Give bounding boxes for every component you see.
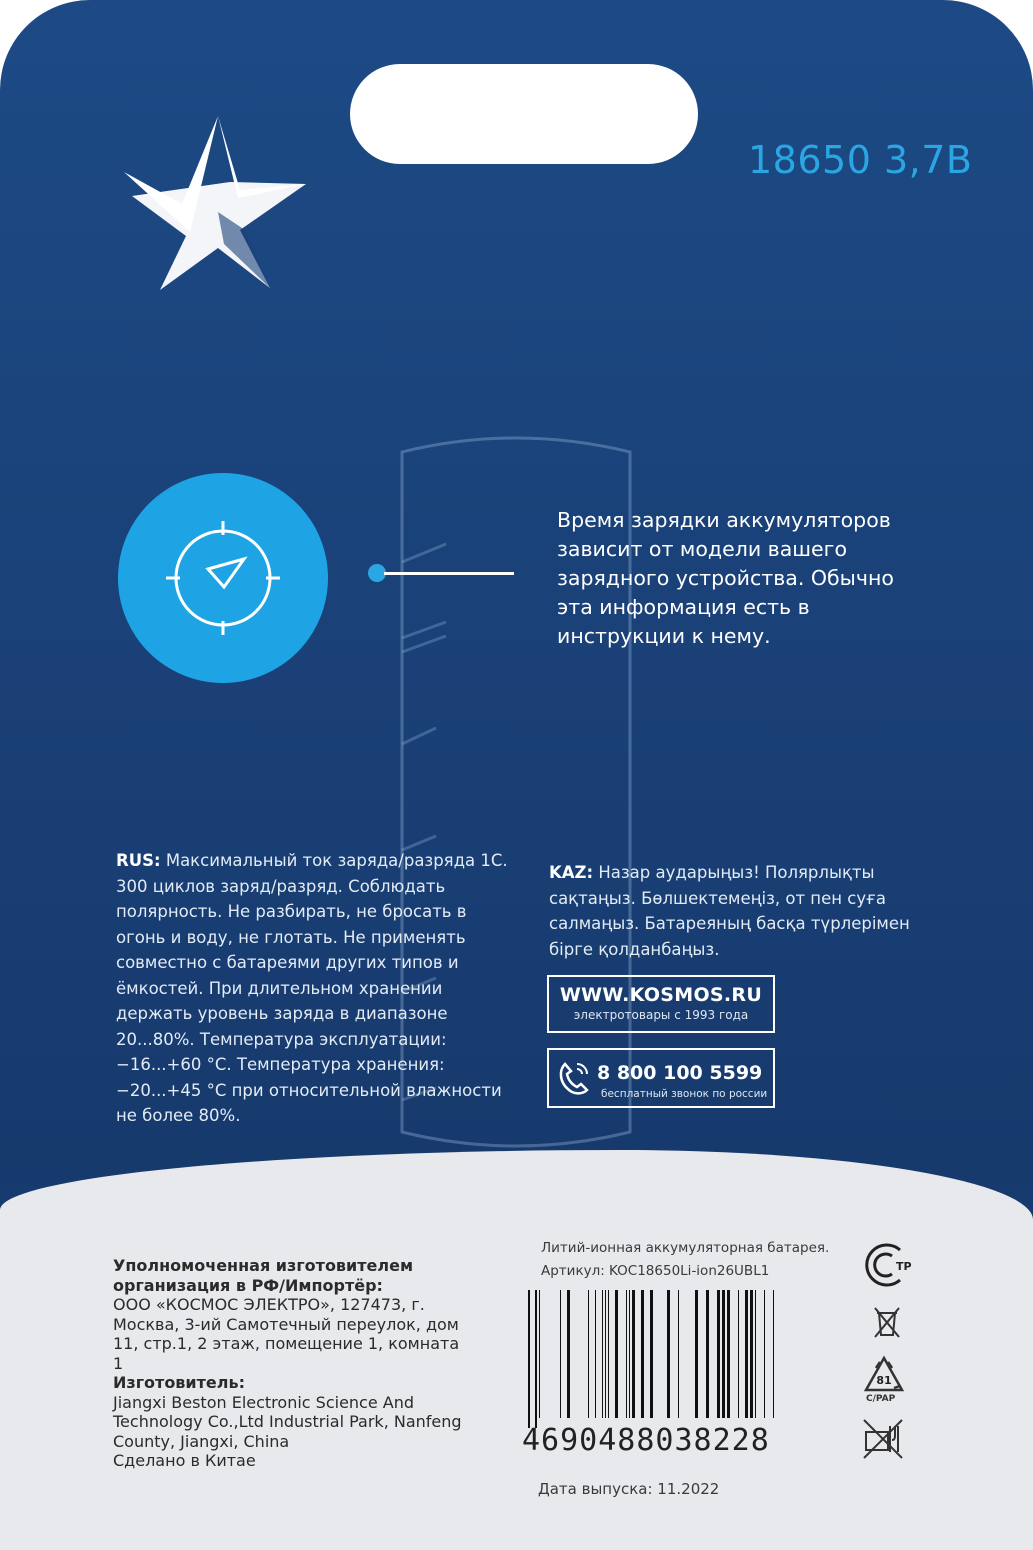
charging-time-badge	[118, 473, 328, 683]
food-safe-icon	[862, 1418, 904, 1460]
barcode-bar	[750, 1290, 753, 1418]
barcode-bar	[528, 1290, 530, 1428]
barcode-bar	[632, 1290, 635, 1418]
barcode-bar	[722, 1290, 725, 1418]
kaz-lead: KAZ:	[549, 863, 594, 882]
phone-number: 8 800 100 5599	[597, 1062, 763, 1084]
recycle-code: C/PAP	[866, 1394, 896, 1404]
recycle-icon	[860, 1352, 908, 1400]
importer-info	[113, 1256, 473, 1471]
svg-text:ТР: ТР	[896, 1260, 912, 1273]
certification-icon	[862, 1240, 912, 1290]
barcode-bar	[605, 1290, 606, 1418]
barcode-bar	[745, 1290, 748, 1418]
product-name: Литий-ионная аккумуляторная батарея.	[541, 1240, 830, 1256]
barcode-bar	[567, 1290, 570, 1418]
barcode-bar	[641, 1290, 644, 1418]
model-code: 18650 3,7В	[748, 138, 973, 182]
star-logo-icon	[120, 112, 308, 292]
barcode-number: 4690488038228	[522, 1423, 770, 1458]
maker-heading: Изготовитель:	[113, 1373, 245, 1392]
barcode-bar	[539, 1290, 540, 1418]
phone-note: бесплатный звонок по россии	[601, 1088, 768, 1100]
barcode-bar	[717, 1290, 720, 1418]
phone-icon	[557, 1060, 591, 1096]
hang-hole	[350, 64, 698, 164]
barcode-bar	[678, 1290, 679, 1418]
charging-info-text: Время зарядки аккумуляторов зависит от модели вашего зарядного устройства. Обычно эта информация есть в инструкции к нему.	[557, 508, 894, 648]
barcode-bar	[764, 1290, 765, 1418]
barcode-bar	[755, 1290, 756, 1418]
barcode-bar	[706, 1290, 709, 1418]
barcode-bar	[615, 1290, 618, 1418]
kaz-text: Назар аударыңыз! Полярлықты сақтаңыз. Бөлшектемеңіз, от пен суға салмаңыз. Батареяның басқа түрлерімен бірге қолданбаңыз.	[549, 863, 910, 959]
rus-text: Максимальный ток заряда/разряда 1С. 300 циклов заряд/разряд. Соблюдать полярность. Не разбирать, не бросать в огонь и воду, не глотать. Не применять совместно с батареями других типов и ёмкостей. При длительном хранении держать уровень заряда в диапазоне 20...80%. Температура эксплуатации: −16...+60 °С. Температура хранения: −20...+45 °С при относительной влажности не более 80%.	[116, 851, 508, 1125]
barcode-bar	[608, 1290, 609, 1418]
maker-text: Jiangxi Beston Electronic Science And Technology Co.,Ltd Industrial Park, Nanfeng County, Jiangxi, China	[113, 1392, 462, 1451]
release-date: Дата выпуска: 11.2022	[538, 1480, 720, 1498]
article-number: Артикул: KOC18650Li-ion26UBL1	[541, 1263, 770, 1279]
barcode-bar	[650, 1290, 653, 1418]
barcode-bar	[595, 1290, 596, 1418]
barcode	[526, 1290, 836, 1430]
phone-box	[547, 1048, 775, 1108]
barcode-bar	[727, 1290, 730, 1418]
kaz-instructions	[549, 860, 929, 962]
barcode-bar	[535, 1290, 537, 1428]
crossed-bin-icon	[872, 1305, 902, 1339]
importer-heading: Уполномоченная изготовителем организация в РФ/Импортёр:	[113, 1256, 414, 1295]
barcode-bar	[560, 1290, 561, 1418]
rus-instructions	[116, 848, 516, 1129]
pointer-line	[384, 572, 514, 575]
website-url: WWW.KOSMOS.RU	[559, 984, 763, 1006]
clock-icon	[118, 473, 328, 683]
barcode-bar	[588, 1290, 589, 1418]
made-in: Сделано в Китае	[113, 1451, 256, 1470]
barcode-bar	[629, 1290, 630, 1418]
barcode-bar	[695, 1290, 698, 1418]
barcode-bar	[602, 1290, 603, 1418]
barcode-bar	[626, 1290, 627, 1418]
rus-lead: RUS:	[116, 851, 161, 870]
barcode-bar	[738, 1290, 739, 1418]
recycle-number: 81	[876, 1374, 892, 1387]
website-tagline: электротовары с 1993 года	[573, 1008, 749, 1022]
website-box	[547, 975, 775, 1033]
importer-text: ООО «КОСМОС ЭЛЕКТРО», 127473, г. Москва, 3-ий Самотечный переулок, дом 11, стр.1, 2 этаж, помещение 1, комната 1	[113, 1295, 460, 1373]
barcode-bar	[773, 1290, 774, 1418]
barcode-bar	[667, 1290, 670, 1418]
